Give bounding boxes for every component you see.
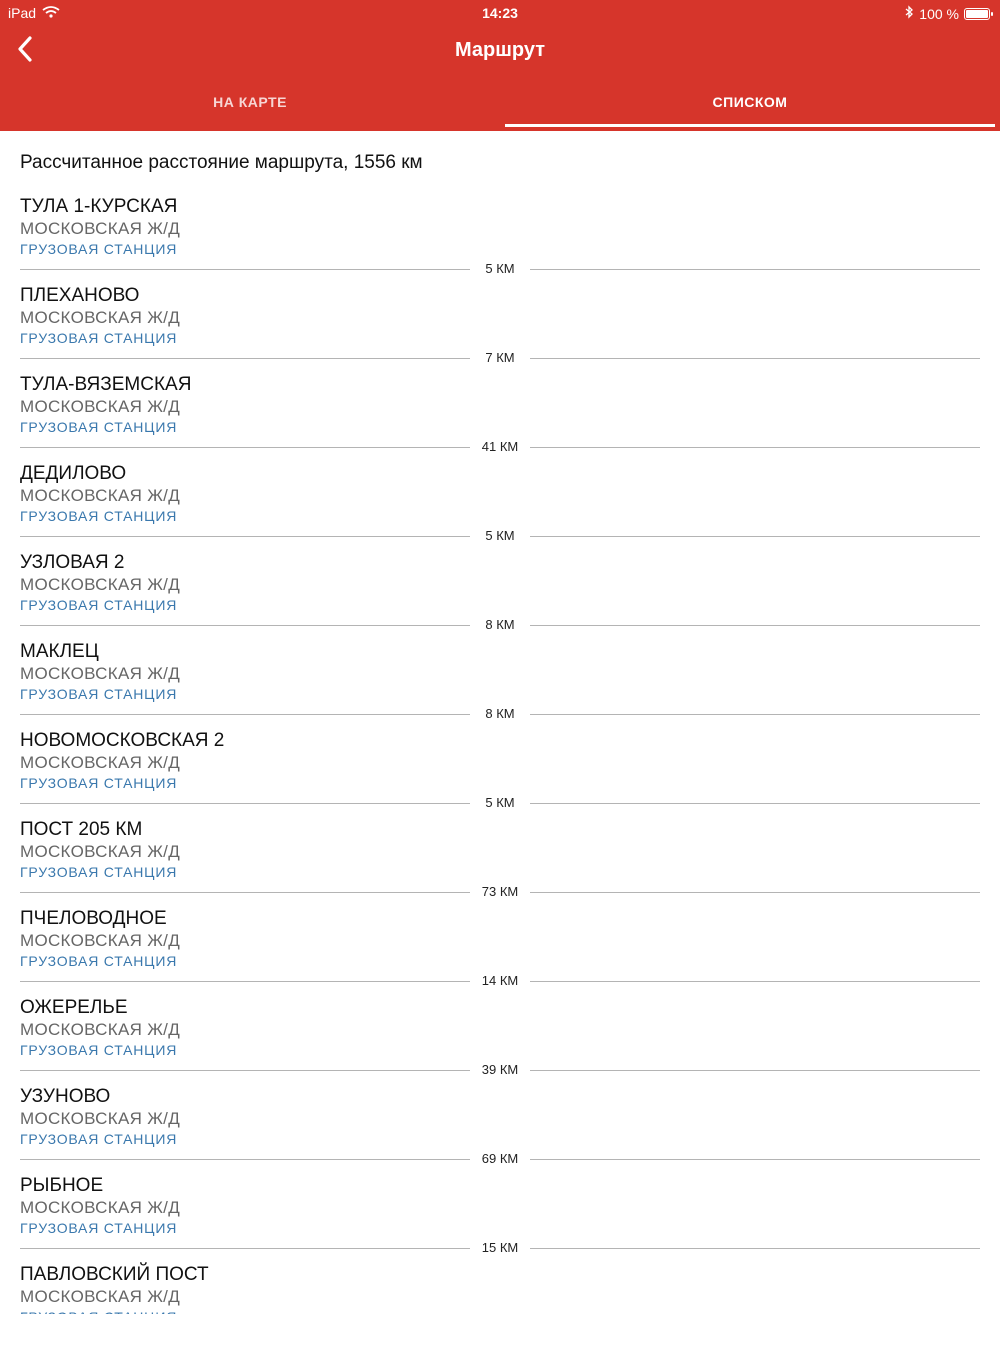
device-label: iPad (8, 5, 37, 21)
status-time: 14:23 (482, 5, 518, 21)
tab-map-label: НА КАРТЕ (213, 94, 287, 110)
status-bar (0, 0, 1000, 26)
segment-distance: 5 КМ (470, 795, 530, 811)
tab-list-label: СПИСКОМ (712, 94, 788, 110)
station-name: ДЕДИЛОВО (20, 463, 127, 484)
battery-percent: 100 % (919, 5, 959, 22)
navigation-bar (0, 26, 1000, 76)
view-tabs (0, 76, 1000, 131)
station-type: ГРУЗОВАЯ СТАНЦИЯ (20, 597, 178, 613)
station-type: ГРУЗОВАЯ СТАНЦИЯ (20, 241, 178, 257)
station-name: РЫБНОЕ (20, 1175, 104, 1196)
station-type: ГРУЗОВАЯ СТАНЦИЯ (20, 864, 178, 880)
station-railway: МОСКОВСКАЯ Ж/Д (20, 753, 181, 772)
station-name: ПЛЕХАНОВО (20, 285, 140, 306)
station-item[interactable] (0, 282, 1000, 371)
station-type: ГРУЗОВАЯ СТАНЦИЯ (20, 775, 178, 791)
back-button[interactable] (10, 32, 46, 68)
station-railway: МОСКОВСКАЯ Ж/Д (20, 308, 181, 327)
station-type: ГРУЗОВАЯ СТАНЦИЯ (20, 686, 178, 702)
segment-distance: 69 КМ (470, 1151, 530, 1167)
segment-distance: 8 КМ (470, 617, 530, 633)
station-name: МАКЛЕЦ (20, 641, 99, 662)
station-item[interactable] (0, 371, 1000, 460)
station-type: ГРУЗОВАЯ СТАНЦИЯ (20, 1131, 178, 1147)
station-type: ГРУЗОВАЯ СТАНЦИЯ (20, 1220, 178, 1236)
segment-distance: 15 КМ (470, 1240, 530, 1256)
station-item[interactable] (0, 994, 1000, 1083)
station-railway: МОСКОВСКАЯ Ж/Д (20, 1109, 181, 1128)
station-railway: МОСКОВСКАЯ Ж/Д (20, 575, 181, 594)
bottom-safe-area (0, 1314, 1000, 1334)
station-item[interactable] (0, 1261, 1000, 1350)
station-railway: МОСКОВСКАЯ Ж/Д (20, 1020, 181, 1039)
route-list-view[interactable] (0, 131, 1000, 1314)
segment-distance: 73 КМ (470, 884, 530, 900)
app-header (0, 0, 1000, 131)
station-type: ГРУЗОВАЯ СТАНЦИЯ (20, 508, 178, 524)
tab-map[interactable] (0, 76, 500, 131)
station-name: ТУЛА 1-КУРСКАЯ (20, 196, 178, 217)
segment-distance: 5 КМ (470, 261, 530, 277)
segment-distance: 39 КМ (470, 1062, 530, 1078)
station-list (0, 193, 1000, 1350)
route-distance-summary: Рассчитанное расстояние маршрута, 1556 км (20, 152, 423, 173)
station-item[interactable] (0, 1083, 1000, 1172)
station-name: ОЖЕРЕЛЬЕ (20, 997, 128, 1018)
station-item[interactable] (0, 638, 1000, 727)
station-item[interactable] (0, 727, 1000, 816)
active-tab-indicator (505, 124, 995, 127)
station-railway: МОСКОВСКАЯ Ж/Д (20, 1287, 181, 1306)
station-type: ГРУЗОВАЯ СТАНЦИЯ (20, 1042, 178, 1058)
station-name: ПАВЛОВСКИЙ ПОСТ (20, 1264, 209, 1285)
tab-list[interactable] (500, 76, 1000, 131)
station-name: УЗУНОВО (20, 1086, 111, 1107)
station-railway: МОСКОВСКАЯ Ж/Д (20, 664, 181, 683)
battery-icon (964, 8, 990, 20)
station-type: ГРУЗОВАЯ СТАНЦИЯ (20, 419, 178, 435)
station-railway: МОСКОВСКАЯ Ж/Д (20, 219, 181, 238)
station-name: ТУЛА-ВЯЗЕМСКАЯ (20, 374, 192, 395)
station-item[interactable] (0, 460, 1000, 549)
station-name: УЗЛОВАЯ 2 (20, 552, 125, 573)
status-right (904, 5, 990, 22)
station-item[interactable] (0, 549, 1000, 638)
station-item[interactable] (0, 905, 1000, 994)
station-name: ПОСТ 205 КМ (20, 819, 143, 840)
station-item[interactable] (0, 193, 1000, 282)
station-type: ГРУЗОВАЯ СТАНЦИЯ (20, 330, 178, 346)
page-title: Маршрут (454, 39, 546, 61)
station-name: НОВОМОСКОВСКАЯ 2 (20, 730, 225, 751)
station-item[interactable] (0, 816, 1000, 905)
bluetooth-icon (904, 5, 914, 22)
station-railway: МОСКОВСКАЯ Ж/Д (20, 486, 181, 505)
chevron-left-icon (10, 55, 46, 72)
segment-distance: 14 КМ (470, 973, 530, 989)
segment-distance: 8 КМ (470, 706, 530, 722)
station-item[interactable] (0, 1172, 1000, 1261)
station-railway: МОСКОВСКАЯ Ж/Д (20, 397, 181, 416)
segment-distance: 7 КМ (470, 350, 530, 366)
station-railway: МОСКОВСКАЯ Ж/Д (20, 1198, 181, 1217)
station-type: ГРУЗОВАЯ СТАНЦИЯ (20, 953, 178, 969)
segment-distance: 5 КМ (470, 528, 530, 544)
segment-distance: 41 КМ (470, 439, 530, 455)
station-railway: МОСКОВСКАЯ Ж/Д (20, 842, 181, 861)
station-railway: МОСКОВСКАЯ Ж/Д (20, 931, 181, 950)
station-name: ПЧЕЛОВОДНОЕ (20, 908, 167, 929)
